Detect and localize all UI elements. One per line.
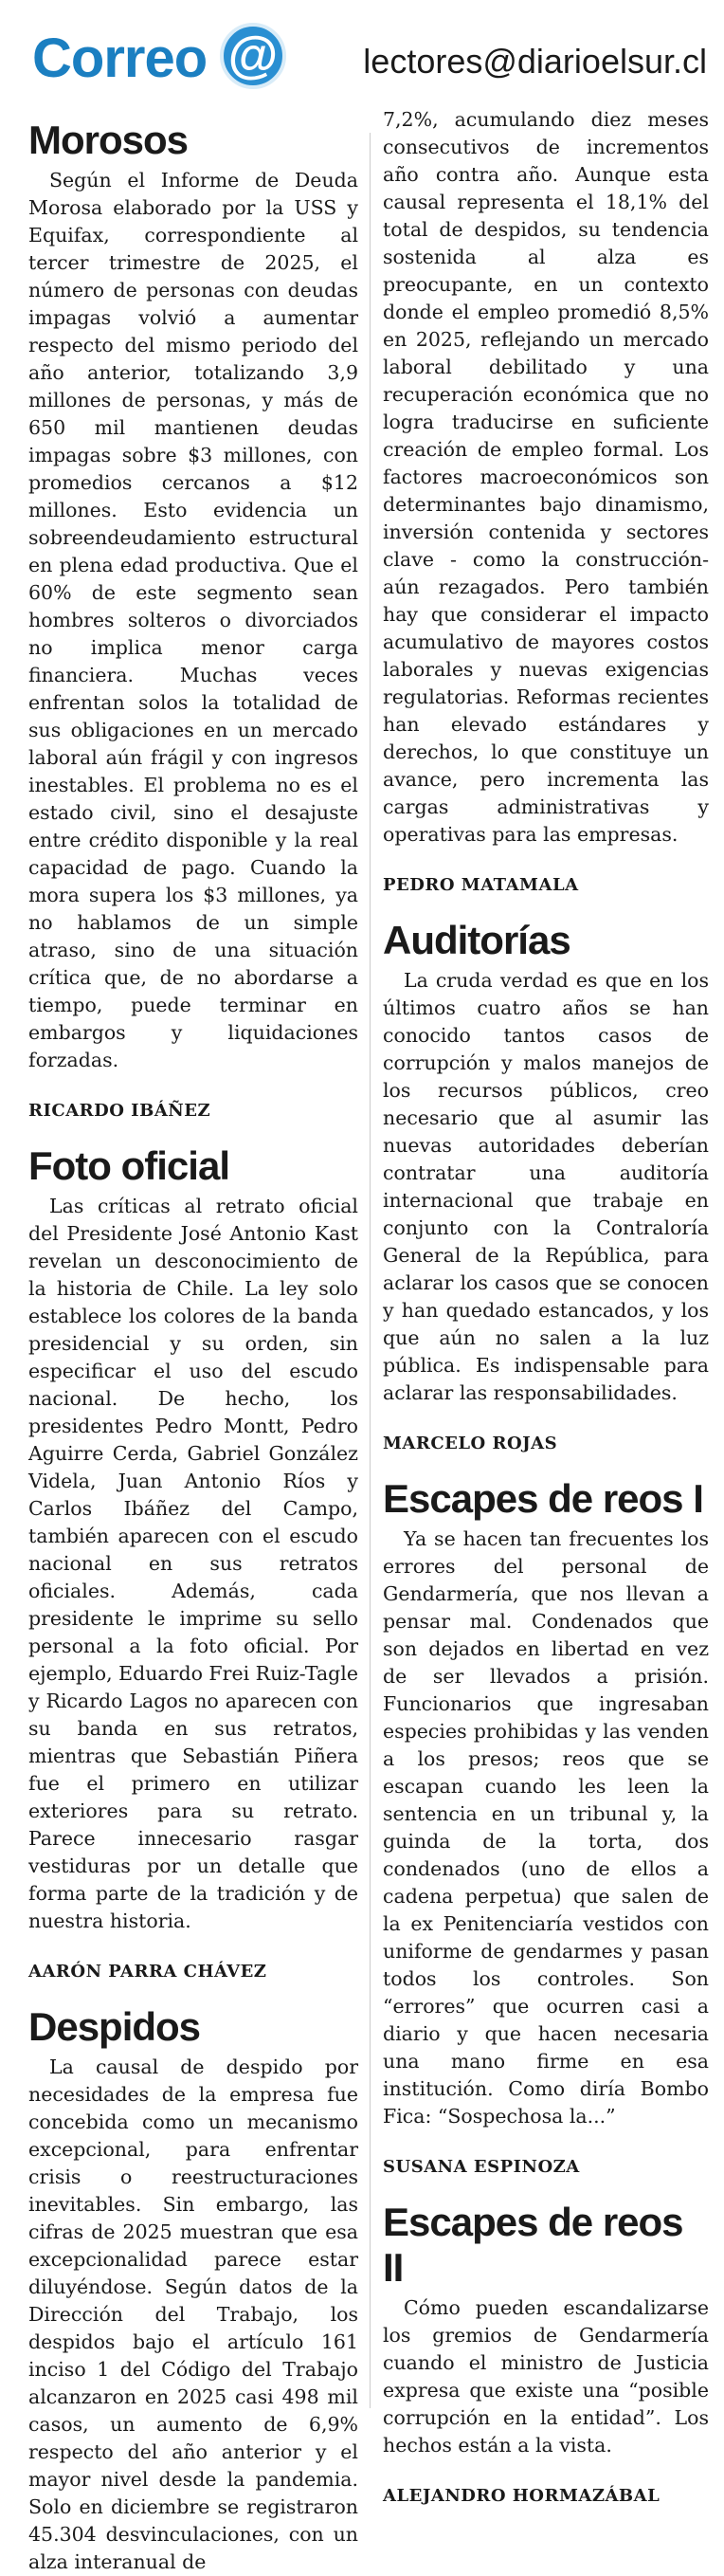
letter-author: PEDRO MATAMALA: [383, 875, 579, 895]
letter-title: Escapes de reos I: [383, 1476, 703, 1521]
letter-escapes-reos-1: [383, 1476, 709, 2177]
letter-author: ALEJANDRO HORMAZÁBAL: [383, 2486, 661, 2506]
letter-body: La cruda verdad es que en los últimos cuatro años se han conocido tantos casos de corrupción y malos manejos de los recursos públicos, creo necesario que al asumir las nuevas autoridades deberían contratar una auditoría internacional que trabaje en conjunto con la Contraloría General de la República, para aclarar los casos que se conocen y han quedado estancados, y los que aún no salen a la luz pública. Es indispensable para aclarar las responsabilidades.: [383, 969, 709, 1404]
page-header: [0, 0, 724, 123]
letter-title: Foto oficial: [28, 1143, 229, 1188]
letter-body: Las críticas al retrato oficial del Presidente José Antonio Kast revelan un desconocimiento de la historia de Chile. La ley solo establece los colores de la banda presidencial y su orden, sin especificar el uso del escudo nacional. De hecho, los presidentes Pedro Montt, Pedro Aguirre Cerda, Gabriel González Videla, Juan Antonio Ríos y Carlos Ibáñez del Campo, también aparecen con el escudo nacional en sus retratos oficiales. Además, cada presidente le imprime su sello personal a la foto oficial. Por ejemplo, Eduardo Frei Ruiz-Tagle y Ricardo Lagos no aparecen con su banda en sus retratos, mientras que Sebastián Piñera fue el primero en utilizar exteriores para su retrato. Parece innecesario rasgar vestiduras por un detalle que forma parte de la tradición y de nuestra historia.: [28, 1195, 358, 1932]
contact-email[interactable]: lectores@diarioelsur.cl: [363, 42, 707, 81]
letter-title: Despidos: [28, 2004, 201, 2049]
letter-body: Según el Informe de Deuda Morosa elaborado por la USS y Equifax, correspondiente al tercer trimestre de 2025, el número de personas con deudas impagas volvió a aumentar respecto del mismo periodo del año anterior, totalizando 3,9 millones de personas, y más de 650 mil mantienen deudas impagas sobre $3 millones, con promedios cercanos a $12 millones. Esto evidencia un sobreendeudamiento estructural en plena edad productiva. Que el 60% de este segmento sean hombres solteros o divorciados no implica menor carga financiera. Muchas veces enfrentan solos la totalidad de sus obligaciones en un mercado laboral aún frágil y con ingresos inestables. El problema no es el estado civil, sino el desajuste entre crédito disponible y la real capacidad de pago. Cuando la mora supera los $3 millones, ya no hablamos de un simple atraso, sino de una situación crítica que, de no abordarse a tiempo, puede terminar en embargos y liquidaciones forzadas.: [28, 169, 358, 1071]
letter-escapes-reos-2: [383, 2200, 709, 2506]
section-title: Correo: [32, 27, 208, 89]
letter-despidos-continued: [383, 106, 709, 895]
letter-body: Ya se hacen tan frecuentes los errores del personal de Gendarmería, que nos llevan a pensar mal. Condenados que son dejados en libertad en vez de ser llevados a prisión. Funcionarios que ingresaban especies prohibidas y las venden a los presos; reos que se escapan cuando les leen la sentencia en un tribunal y, la guinda de la torta, dos condenados (uno de ellos a cadena perpetua) que salen de la ex Penitenciaría vestidos con uniforme de gendarmes y pasan todos los controles. Son “errores” que ocurren casi a diario y que hacen necesaria una mano firme en esa institución. Como diría Bombo Fica: “Sospechosa la...”: [383, 1527, 709, 2128]
letter-author: SUSANA ESPINOZA: [383, 2157, 580, 2177]
letter-auditorias: [383, 918, 709, 1453]
letter-title: Morosos: [28, 118, 189, 162]
letter-despidos: [28, 2004, 358, 2576]
letter-author: MARCELO ROJAS: [383, 1434, 558, 1453]
right-column: [383, 106, 709, 2529]
at-sign-icon: @: [220, 23, 286, 89]
letter-author: RICARDO IBÁÑEZ: [28, 1101, 211, 1121]
letter-body: Cómo pueden escandalizarse los gremios de Gendarmería cuando el ministro de Justicia expresa que existe una “posible corrupción en la entidad”. Los hechos están a la vista.: [383, 2296, 709, 2457]
letter-foto-oficial: [28, 1143, 358, 1982]
letter-body-continued: 7,2%, acumulando diez meses consecutivos de incrementos año contra año. Aunque esta causal representa el 18,1% del total de despidos, su tendencia sostenida al alza es preocupante, en un contexto donde el empleo promedió 8,5% en 2025, reflejando un mercado laboral debilitado y una recuperación económica que no logra traducirse en suficiente creación de empleo formal. Los factores macroeconómicos son determinantes bajo dinamismo, inversión contenida y sectores clave - como la construcción- aún rezagados. Pero también hay que considerar el impacto acumulativo de mayores costos laborales y nuevas exigencias regulatorias. Reformas recientes han elevado estándares y derechos, lo que constituye un avance, pero incrementa las cargas administrativas y operativas para las empresas.: [383, 108, 709, 846]
letter-body: La causal de despido por necesidades de la empresa fue concebida como un mecanismo excepcional, para enfrentar crisis o reestructuraciones inevitables. Sin embargo, las cifras de 2025 muestran que esa excepcionalidad parece estar diluyéndose. Según datos de la Dirección del Trabajo, los despidos bajo el artículo 161 inciso 1 del Código del Trabajo alcanzaron en 2025 casi 498 mil casos, un aumento de 6,9% respecto del año anterior y el mayor nivel desde la pandemia. Solo en diciembre se registraron 45.304 desvinculaciones, con un alza interanual de: [28, 2055, 358, 2573]
letter-title: Auditorías: [383, 918, 570, 962]
column-divider: [370, 133, 371, 2408]
letter-author: AARÓN PARRA CHÁVEZ: [28, 1962, 267, 1982]
letter-title: Escapes de reos II: [383, 2200, 683, 2290]
letter-morosos: [28, 118, 358, 1121]
left-column: [28, 118, 358, 2576]
